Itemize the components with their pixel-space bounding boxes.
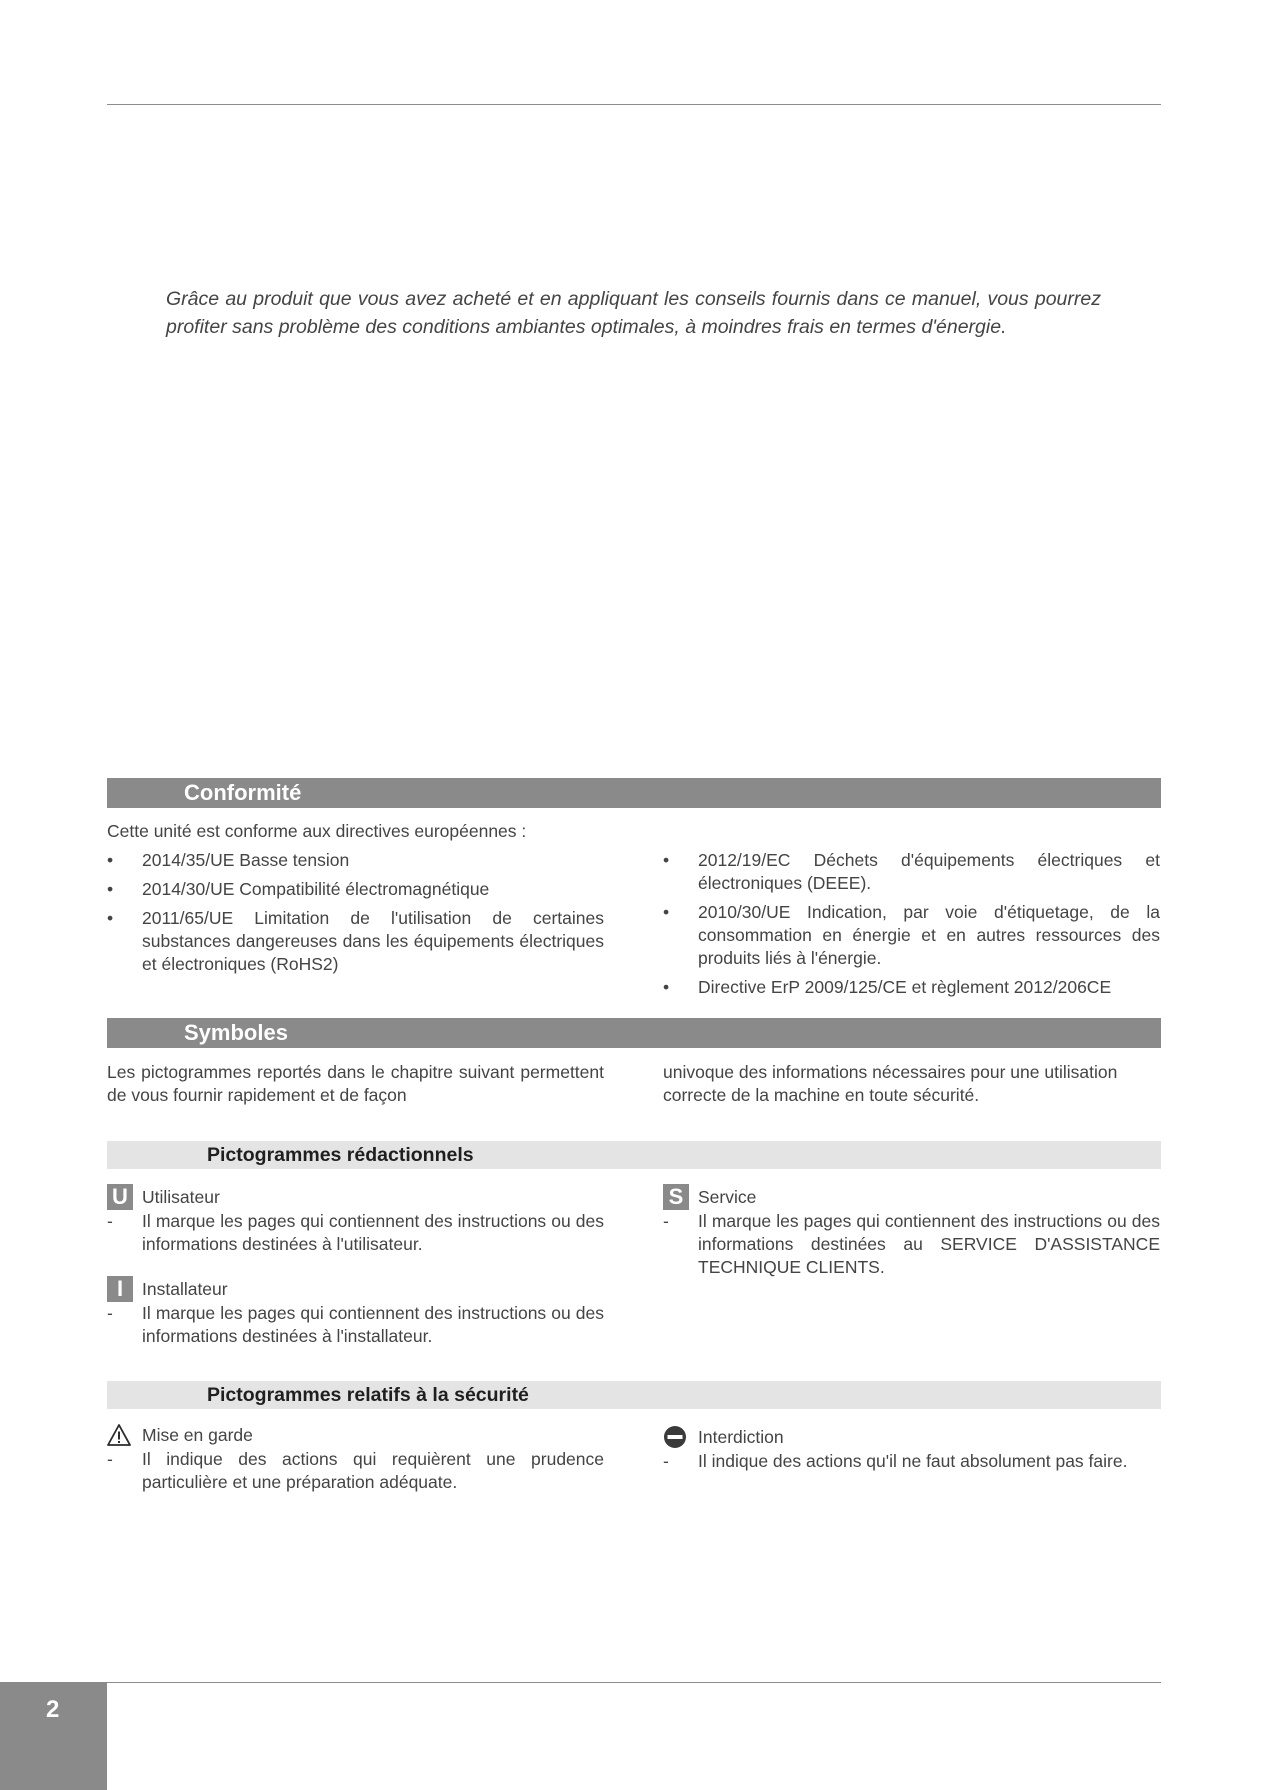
list-item: • 2012/19/EC Déchets d'équipements électriques et électroniques (DEEE). <box>663 850 1160 893</box>
section-header-conformite: Conformité <box>107 778 1161 808</box>
subsection-header-redactionnels: Pictogrammes rédactionnels <box>107 1141 1161 1169</box>
picto-prohibition: Interdiction - Il indique des actions qu'il ne faut absolument pas faire. <box>663 1427 1128 1471</box>
picto-user-desc: Il marque les pages qui contiennent des instructions ou des informations destinées à l'utilisateur. <box>142 1211 604 1254</box>
picto-warning-label: Mise en garde <box>142 1425 253 1445</box>
picto-installer-label: Installateur <box>142 1279 228 1299</box>
list-item: • 2014/35/UE Basse tension <box>107 850 350 870</box>
picto-service: S Service - Il marque les pages qui contiennent des instructions ou des informations destinées au SERVICE D'ASSISTANCE TECHNIQUE CLIENTS. <box>663 1184 1160 1277</box>
picto-user: U Utilisateur - Il marque les pages qui contiennent des instructions ou des informations destinées à l'utilisateur. <box>107 1184 604 1254</box>
picto-installer-desc: Il marque les pages qui contiennent des instructions ou des informations destinées à l'installateur. <box>142 1303 604 1346</box>
picto-installer: I Installateur - Il marque les pages qui contiennent des instructions ou des informations destinées à l'installateur. <box>107 1276 604 1346</box>
picto-prohibition-label: Interdiction <box>698 1427 784 1447</box>
no-entry-icon <box>663 1425 687 1449</box>
service-letter-icon: S <box>663 1184 689 1210</box>
conformite-lead: Cette unité est conforme aux directives européennes : <box>107 821 527 841</box>
symboles-left-text: Les pictogrammes reportés dans le chapitre suivant permettent de vous fournir rapidement et de façon <box>107 1062 604 1105</box>
picto-user-label: Utilisateur <box>142 1187 220 1207</box>
picto-prohibition-desc: Il indique des actions qu'il ne faut absolument pas faire. <box>698 1451 1128 1471</box>
page-number: 2 <box>0 1682 107 1790</box>
list-item: • 2010/30/UE Indication, par voie d'étiquetage, de la consommation en énergie et en autres ressources des produits liés à l'énergie. <box>663 902 1160 968</box>
symboles-right-text: univoque des informations nécessaires pour une utilisation correcte de la machine en toute sécurité. <box>663 1062 1118 1105</box>
picto-warning-desc: Il indique des actions qui requièrent une prudence particulière et une préparation adéquate. <box>142 1449 604 1492</box>
picto-warning: Mise en garde - Il indique des actions qui requièrent une prudence particulière et une préparation adéquate. <box>107 1425 604 1492</box>
conformite-right-list <box>663 849 1160 1005</box>
list-item: • Directive ErP 2009/125/CE et règlement 2012/206CE <box>663 977 1112 997</box>
conformite-left-list <box>107 849 604 982</box>
top-rule <box>107 104 1161 105</box>
installer-letter-icon: I <box>107 1276 133 1302</box>
list-item: • 2011/65/UE Limitation de l'utilisation de certaines substances dangereuses dans les équipements électriques et électroniques (RoHS2) <box>107 908 604 974</box>
intro-paragraph: Grâce au produit que vous avez acheté et en appliquant les conseils fournis dans ce manuel, vous pourrez profiter sans problème des conditions ambiantes optimales, à moindres frais en termes d'énergie. <box>166 288 1101 338</box>
subsection-header-securite: Pictogrammes relatifs à la sécurité <box>107 1381 1161 1409</box>
warning-triangle-icon <box>107 1423 131 1447</box>
list-item: • 2014/30/UE Compatibilité électromagnétique <box>107 879 490 899</box>
user-letter-icon: U <box>107 1184 133 1210</box>
picto-service-label: Service <box>698 1187 757 1207</box>
picto-service-desc: Il marque les pages qui contiennent des instructions ou des informations destinées au SERVICE D'ASSISTANCE TECHNIQUE CLIENTS. <box>698 1211 1160 1277</box>
section-header-symboles: Symboles <box>107 1018 1161 1048</box>
bottom-rule <box>107 1682 1161 1683</box>
